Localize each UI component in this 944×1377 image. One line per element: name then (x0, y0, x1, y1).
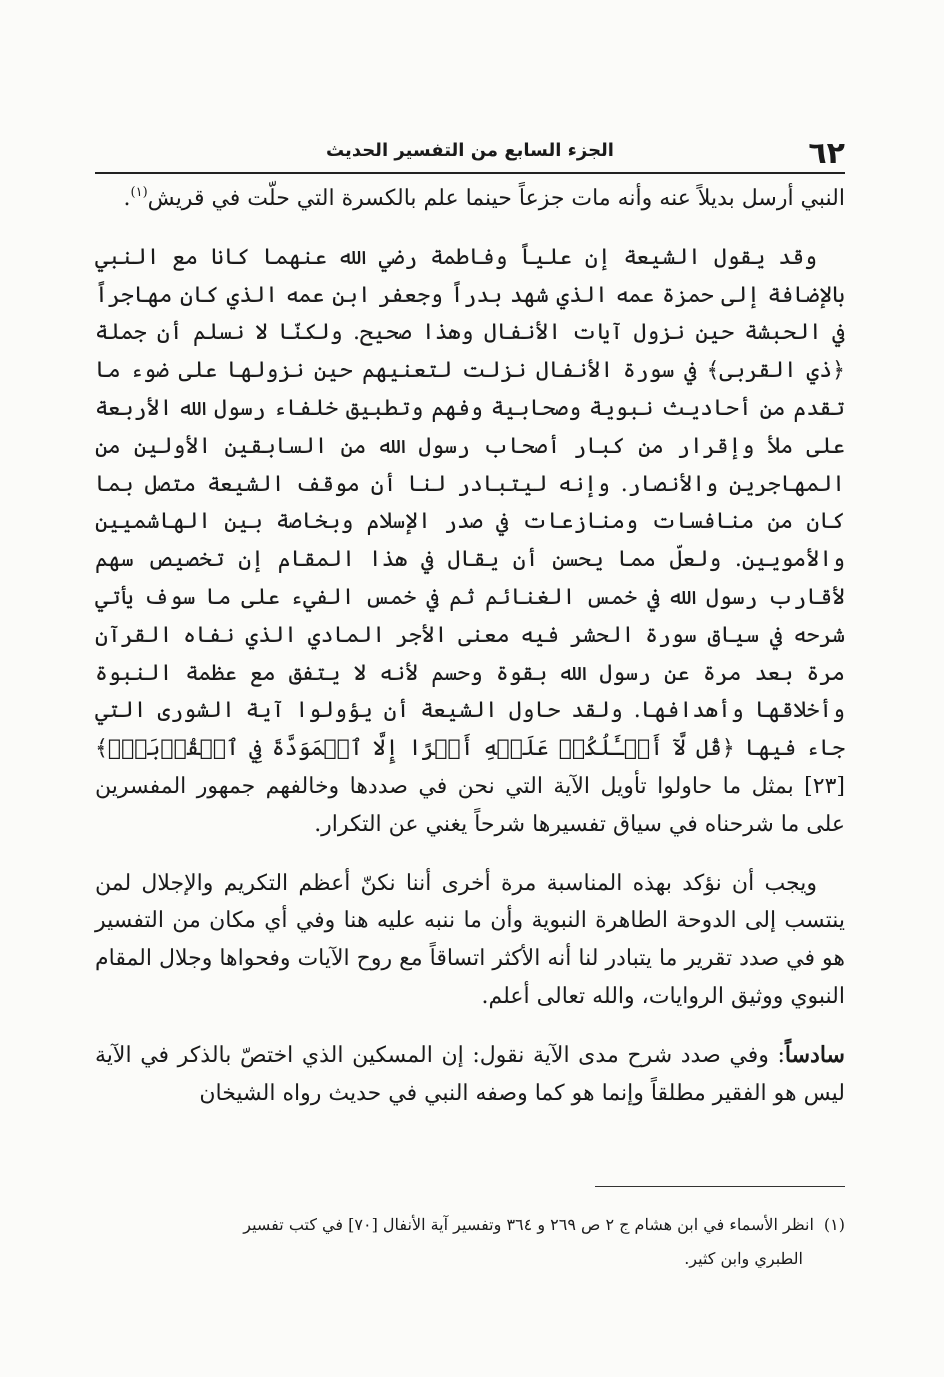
footnote-1 (95, 1208, 845, 1242)
paragraph-1-end: . (123, 186, 131, 211)
section-lead-sixth: سادساً (784, 1041, 845, 1068)
page-number: ٦٢ (808, 136, 845, 171)
paragraph-2 (95, 239, 845, 844)
running-title: الجزء السابع من التفسير الحديث (326, 140, 614, 161)
paragraph-2-part-a: وقد يقول الشيعة إن علياً وفاطمة رضي الله عنهما كانا مع النبي بالإضافة إلى حمزة عمه الذي شهد بدراً وجعفر ابن عمه الذي كان مهاجراً في الحبشة حين نزول آيات الأنفال وهذا صحيح. ولكنّا لا نسلم أن جملة (95, 244, 845, 346)
footnote-rule (595, 1186, 845, 1187)
paragraph-4 (95, 1037, 845, 1113)
paragraph-4-text: : وفي صدد شرح مدى الآية نقول: إن المسكين الذي اختصّ بالذكر في الآية ليس هو الفقير مطلقاً وإنما هو كما وصفه النبي في حديث رواه الشيخان (95, 1042, 845, 1106)
paragraph-gap (95, 1016, 845, 1037)
header-rule (95, 172, 845, 174)
paragraph-1 (95, 180, 845, 218)
footnote-1-line-1: انظر الأسماء في ابن هشام ج ٢ ص ٢٦٩ و ٣٦٤ وتفسير آية الأنفال [٧٠] في كتب تفسير (243, 1215, 814, 1234)
footnote-1-line-2: الطبري وابن كثير. (684, 1249, 803, 1268)
quran-verse-quote: ﴿قُل لَّآ أَسۡـَٔلُكُمۡ عَلَيۡهِ أَجۡرًا إِلَّا ٱلۡمَوَدَّةَ فِي ٱلۡقُرۡبَىٰۗ﴾ (95, 736, 735, 762)
paragraph-1-text: النبي أرسل بديلاً عنه وأنه مات جزعاً حينما علم بالكسرة التي حلّت في قريش (147, 186, 845, 211)
main-text (95, 180, 845, 1112)
paragraph-3: ويجب أن نؤكد بهذه المناسبة مرة أخرى أننا نكنّ أعظم التكريم والإجلال لمن ينتسب إلى الدوحة الطاهرة النبوية وأن ما ننبه عليه هنا وفي أي مكان من التفسير هو في صدد تقرير ما يتبادر لنا أنه الأكثر اتساقاً مع روح الآيات وفحواها وجلال المقام النبوي ووثيق الروايات، والله تعالى أعلم. (95, 870, 845, 1009)
paragraph-2-part-b: في سورة الأنفال نزلت لتعنيهم حين نزولها على ضوء ما تقدم من أحاديث نبوية وصحابية وفهم وتطبيق خلفاء رسول الله الأربعة على ملأ وإقرار من كبار أصحاب رسول الله من السابقين الأولين من المهاجرين والأنصار. وإنه ليتبادر لنا أن موقف الشيعة متصل بما كان من منافسات ومنازعات في صدر الإسلام وبخاصة بين الهاشميين والأمويين. ولعلّ مما يحسن أن يقال في هذا المقام إن تخصيص سهم لأقارب رسول الله في خمس الغنائم ثم في خمس الفيء على ما سوف يأتي شرحه في سياق سورة الحشر فيه معنى الأجر المادي الذي نفاه القرآن مرة بعد مرة عن رسول الله بقوة وحسم لأنه لا يتفق مع عظمة النبوة وأخلاقها وأهدافها. ولقد حاول الشيعة أن يؤولوا آية الشورى التي جاء فيها (95, 358, 845, 762)
paragraph-gap (95, 844, 845, 865)
page-header (95, 136, 845, 171)
footnotes (95, 1208, 845, 1276)
paragraph-2-part-c: بمثل ما حاولوا تأويل الآية التي نحن في صددها وخالفهم جمهور المفسرين على ما شرحناه في سياق تفسيرها شرحاً يغني عن التكرار. (95, 773, 845, 837)
paragraph-gap (95, 218, 845, 239)
footnote-number: (١) (823, 1215, 845, 1234)
footnote-ref[interactable]: (١) (130, 185, 148, 200)
verse-reference: [٢٣] (793, 773, 845, 799)
quote-dhi-al-qurba: ﴿ذي القربى﴾ (706, 358, 845, 384)
